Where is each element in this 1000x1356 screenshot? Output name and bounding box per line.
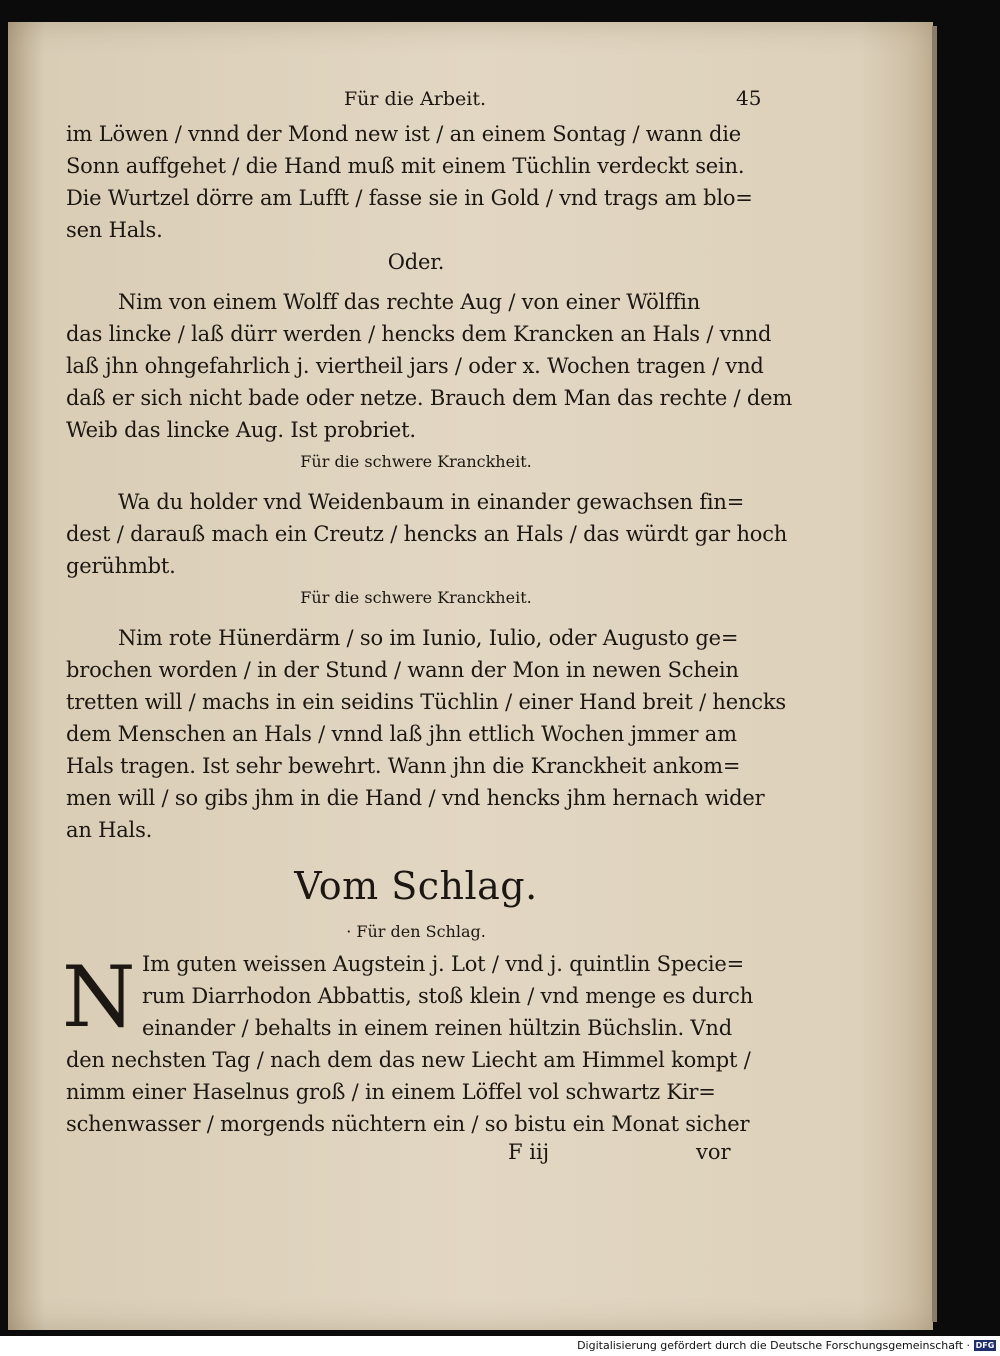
paragraph-3 [66,486,788,582]
text-line: einander / behalts in einem reinen hültzin Büchslin. Vnd [142,1016,732,1040]
text-line: Sonn auffgehet / die Hand muß mit einem Tüchlin verdeckt sein. [66,154,745,178]
text-line: Nim rote Hünerdärm / so im Iunio, Iulio, oder Augusto ge= [118,626,739,650]
running-title: Für die Arbeit. [344,88,487,110]
subheading-oder: Oder. [387,250,445,274]
subheading: Für die schwere Kranckheit. [300,588,532,607]
text-line: dem Menschen an Hals / vnnd laß jhn ettlich Wochen jmmer am [66,722,737,746]
text-line: tretten will / machs in ein seidins Tüchlin / einer Hand breit / hencks [66,690,786,714]
text-line: gerühmbt. [66,554,176,578]
page-number: 45 [736,86,762,110]
section-title: Vom Schlag. [294,864,538,908]
dfg-logo-icon: DFG [975,1341,995,1350]
paragraph-1 [66,118,766,246]
paragraph-4 [66,622,786,846]
text-line: daß er sich nicht bade oder netze. Brauch dem Man das rechte / dem [66,386,793,410]
paragraph-5 [62,948,766,1140]
running-head [66,86,766,118]
text-line: im Löwen / vnnd der Mond new ist / an einem Sontag / wann die [66,122,742,146]
text-line: Wa du holder vnd Weidenbaum in einander gewachsen fin= [118,490,745,514]
subheading: Für die schwere Kranckheit. [300,452,532,471]
text-line: laß jhn ohngefahrlich j. viertheil jars / oder x. Wochen tragen / vnd [66,354,764,378]
text-line: den nechsten Tag / nach dem das new Liecht am Himmel kompt / [66,1048,751,1072]
page-footer-line [66,1140,766,1172]
signature-mark: F iij [508,1140,550,1164]
credit-text: Digitalisierung gefördert durch die Deutsche Forschungsgemeinschaft · [577,1339,970,1352]
text-line: nimm einer Haselnus groß / in einem Löffel vol schwartz Kir= [66,1080,716,1104]
text-line: rum Diarrhodon Abbattis, stoß klein / vnd menge es durch [142,984,754,1008]
text-line: Die Wurtzel dörre am Lufft / fasse sie in Gold / vnd trags am blo= [66,186,753,210]
paragraph-2 [66,286,793,446]
catchword: vor [696,1140,731,1164]
spacer [66,278,766,286]
text-line: sen Hals. [66,218,163,242]
text-line: Im guten weissen Augstein j. Lot / vnd j. quintlin Specie= [142,952,745,976]
text-line: dest / darauß mach ein Creutz / hencks an Hals / das würdt gar hoch [66,522,788,546]
text-line: an Hals. [66,818,153,842]
text-block [62,86,793,1172]
spacer [66,478,766,486]
text-line: Weib das lincke Aug. Ist probriet. [66,418,416,442]
page-edge [932,26,937,1322]
digitization-credit [577,1339,996,1352]
text-line: Hals tragen. Ist sehr bewehrt. Wann jhn die Kranckheit ankom= [66,754,741,778]
drop-cap-initial: N [62,948,136,1046]
subheading: · Für den Schlag. [346,922,486,941]
text-line: das lincke / laß dürr werden / hencks dem Krancken an Hals / vnnd [66,322,772,346]
text-line: schenwasser / morgends nüchtern ein / so bistu ein Monat sicher [66,1112,750,1136]
text-line: Nim von einem Wolff das rechte Aug / von einer Wölffin [118,290,701,314]
text-line: men will / so gibs jhm in die Hand / vnd hencks jhm hernach wider [66,786,765,810]
text-line: brochen worden / in der Stund / wann der Mon in newen Schein [66,658,739,682]
spacer [66,614,766,622]
